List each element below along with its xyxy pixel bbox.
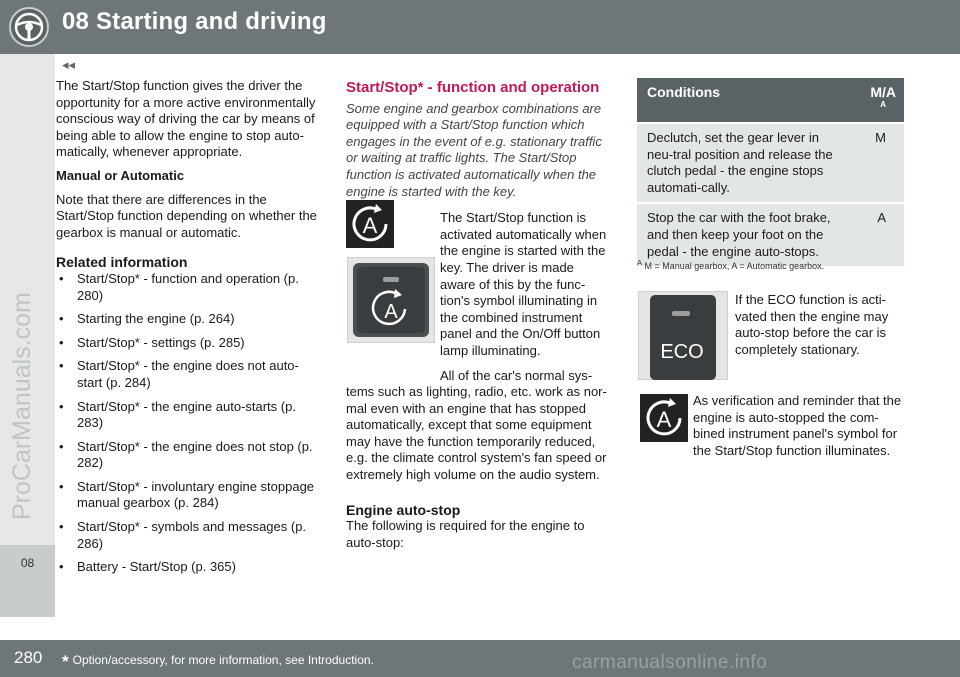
a-letter: A <box>362 213 378 238</box>
footnote-mark: A <box>637 258 643 267</box>
related-link[interactable]: • Start/Stop* - the engine does not stop (p. 282) <box>56 439 324 472</box>
header-mode-footnote: A <box>880 99 887 109</box>
start-stop-symbol-icon <box>346 200 394 248</box>
section-intro: Some engine and gearbox combinations are equipped with a Start/Stop function which engages in the event of e.g. stationary traffic or waiting at traffic lights. The Start/Stop function is activated automatically when the engine is started with the key. <box>346 100 602 199</box>
related-link[interactable]: • Start/Stop* - settings (p. 285) <box>56 335 324 352</box>
related-link[interactable]: • Starting the engine (p. 264) <box>56 311 324 328</box>
conditions-table <box>637 78 904 266</box>
activation-text: The Start/Stop function is activated automatically when the engine is started with the key. The driver is made aware of this by the func-tion's symbol illuminating in the combined instrument panel and the On/Off button lamp illuminating. <box>440 210 607 358</box>
related-link[interactable]: • Start/Stop* - symbols and messages (p. 286) <box>56 519 324 552</box>
footnote-text: M = Manual gearbox, A = Automatic gearbox. <box>644 261 825 271</box>
related-link[interactable]: • Battery - Start/Stop (p. 365) <box>56 559 324 576</box>
sidebar-watermark: ProCarManuals.com <box>8 292 36 520</box>
related-list <box>56 271 324 576</box>
a-letter: A <box>384 301 398 323</box>
header-mode <box>870 84 896 109</box>
related-heading: Related information <box>56 254 188 271</box>
row-mode: M <box>875 130 886 145</box>
header-mode-label: M/A <box>870 84 896 100</box>
related-link[interactable]: • Start/Stop* - involuntary engine stoppage manual gearbox (p. 284) <box>56 479 324 512</box>
table-row <box>637 122 904 202</box>
a-letter: A <box>656 407 672 432</box>
footer-asterisk: * <box>62 652 69 671</box>
related-link[interactable]: • Start/Stop* - function and operation (p. 280) <box>56 271 324 304</box>
header-conditions: Conditions <box>647 84 721 100</box>
table-row <box>637 202 904 266</box>
systems-paragraph <box>346 368 612 484</box>
footer-watermark: carmanualsonline.info <box>572 652 768 673</box>
gearbox-heading: Manual or Automatic <box>56 167 185 183</box>
table-header <box>637 78 904 122</box>
page-title: 08 Starting and driving <box>62 8 327 35</box>
related-link[interactable]: • Start/Stop* - the engine does not auto-start (p. 284) <box>56 358 324 391</box>
eco-label: ECO <box>660 341 704 363</box>
row-condition: Declutch, set the gear lever in neu-tral position and release the clutch pedal - the engine stops automati-cally. <box>647 130 833 195</box>
row-condition: Stop the car with the foot brake, and then keep your foot on the pedal - the engine auto-stops. <box>647 210 831 259</box>
column-left <box>56 78 324 583</box>
page-footer <box>0 640 960 677</box>
section-heading: Start/Stop* - function and operation <box>346 79 600 96</box>
back-link[interactable]: ◂◂ <box>62 57 76 72</box>
related-link[interactable]: • Start/Stop* - the engine auto-starts (p. 283) <box>56 399 324 432</box>
footer-note <box>62 652 374 672</box>
page-header <box>0 0 960 54</box>
intro-paragraph: The Start/Stop function gives the driver the opportunity for a more active environmentally conscious way of driving the car by means of being able to allow the engine to stop auto-matically, whenever appropriate. <box>56 78 316 160</box>
table-footnote <box>637 258 904 271</box>
page-number: 280 <box>14 648 43 667</box>
systems-text: All of the car's normal sys-tems such as lighting, radio, etc. work as nor-mal even with an engine that has stopped automatically, except that some equipment may have the function temporarily reduced, e.g. the climate control system's fan speed or extremely high volume on the audio system. <box>346 367 607 483</box>
autostop-heading: Engine auto-stop <box>346 501 461 518</box>
chapter-number: 08 <box>20 556 35 570</box>
steering-wheel-icon <box>8 6 50 48</box>
autostop-text: The following is required for the engine to auto-stop: <box>346 518 585 550</box>
auto-stop-symbol-icon <box>640 394 688 442</box>
footer-note-text: Option/accessory, for more information, see Introduction. <box>72 653 374 667</box>
gearbox-paragraph: Note that there are differences in the Start/Stop function depending on whether the gearbox is manual or automatic. <box>56 191 317 240</box>
start-stop-button-icon <box>347 257 435 343</box>
eco-paragraph: If the ECO function is acti-vated then the engine may auto-stop before the car is completely stationary. <box>735 292 889 357</box>
eco-button-icon <box>638 291 728 380</box>
row-mode: A <box>877 210 886 226</box>
auto-stop-paragraph: As verification and reminder that the engine is auto-stopped the com-bined instrument panel's symbol for the Start/Stop function illuminates. <box>693 393 902 458</box>
